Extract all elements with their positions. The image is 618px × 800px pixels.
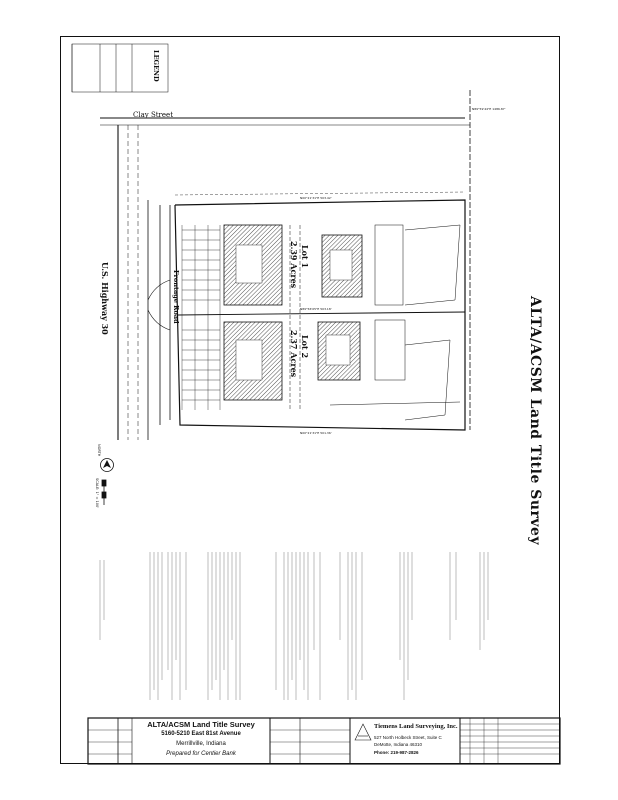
firm-logo	[355, 724, 371, 740]
legend-title: LEGEND	[152, 50, 160, 82]
firm-phone: Phone: 219-987-2826	[374, 750, 419, 755]
svg-text:N89°56'05"E 503.18': N89°56'05"E 503.18'	[300, 307, 332, 311]
notes-text-lines	[100, 552, 488, 700]
scale-bar	[102, 480, 106, 505]
lot1-name: Lot 1	[300, 245, 310, 269]
parking-stalls	[182, 225, 220, 410]
title-block-prepared-for: Prepared for Centier Bank	[166, 751, 236, 757]
title-block-city: Merrillville, Indiana	[176, 741, 226, 747]
north-label: NORTH	[97, 444, 101, 457]
clay-street-label: Clay Street	[133, 111, 174, 119]
svg-text:N89°59'44"E 1486.87': N89°59'44"E 1486.87'	[472, 107, 506, 111]
svg-text:N00°21'31"E 503.42': N00°21'31"E 503.42'	[300, 196, 332, 200]
svg-text:N00°21'31"E 501.36': N00°21'31"E 501.36'	[300, 431, 332, 435]
lot2-name: Lot 2	[300, 335, 310, 359]
title-block-main-title: ALTA/ACSM Land Title Survey	[147, 720, 255, 729]
scale-label: SCALE: 1" = 100'	[95, 478, 99, 509]
frontage-road-label: Frontage Road	[172, 270, 180, 324]
lot2-area: 2.37 Acres	[289, 330, 299, 378]
property-boundary	[175, 192, 465, 430]
north-arrow	[101, 459, 114, 472]
highway-label: U.S. Highway 30	[100, 262, 110, 335]
lot1-area: 2.39 Acres	[289, 241, 299, 289]
firm-city: DeMotte, Indiana 46310	[374, 742, 423, 747]
survey-side-title: ALTA/ACSM Land Title Survey	[527, 296, 543, 546]
title-block-address: 5160-5210 East 81st Avenue	[161, 731, 241, 737]
highway-corridor	[118, 125, 170, 440]
firm-street: 527 North Holbeck Street, Suite C	[374, 735, 442, 740]
firm-name: Tiemens Land Surveying, Inc.	[374, 723, 458, 730]
